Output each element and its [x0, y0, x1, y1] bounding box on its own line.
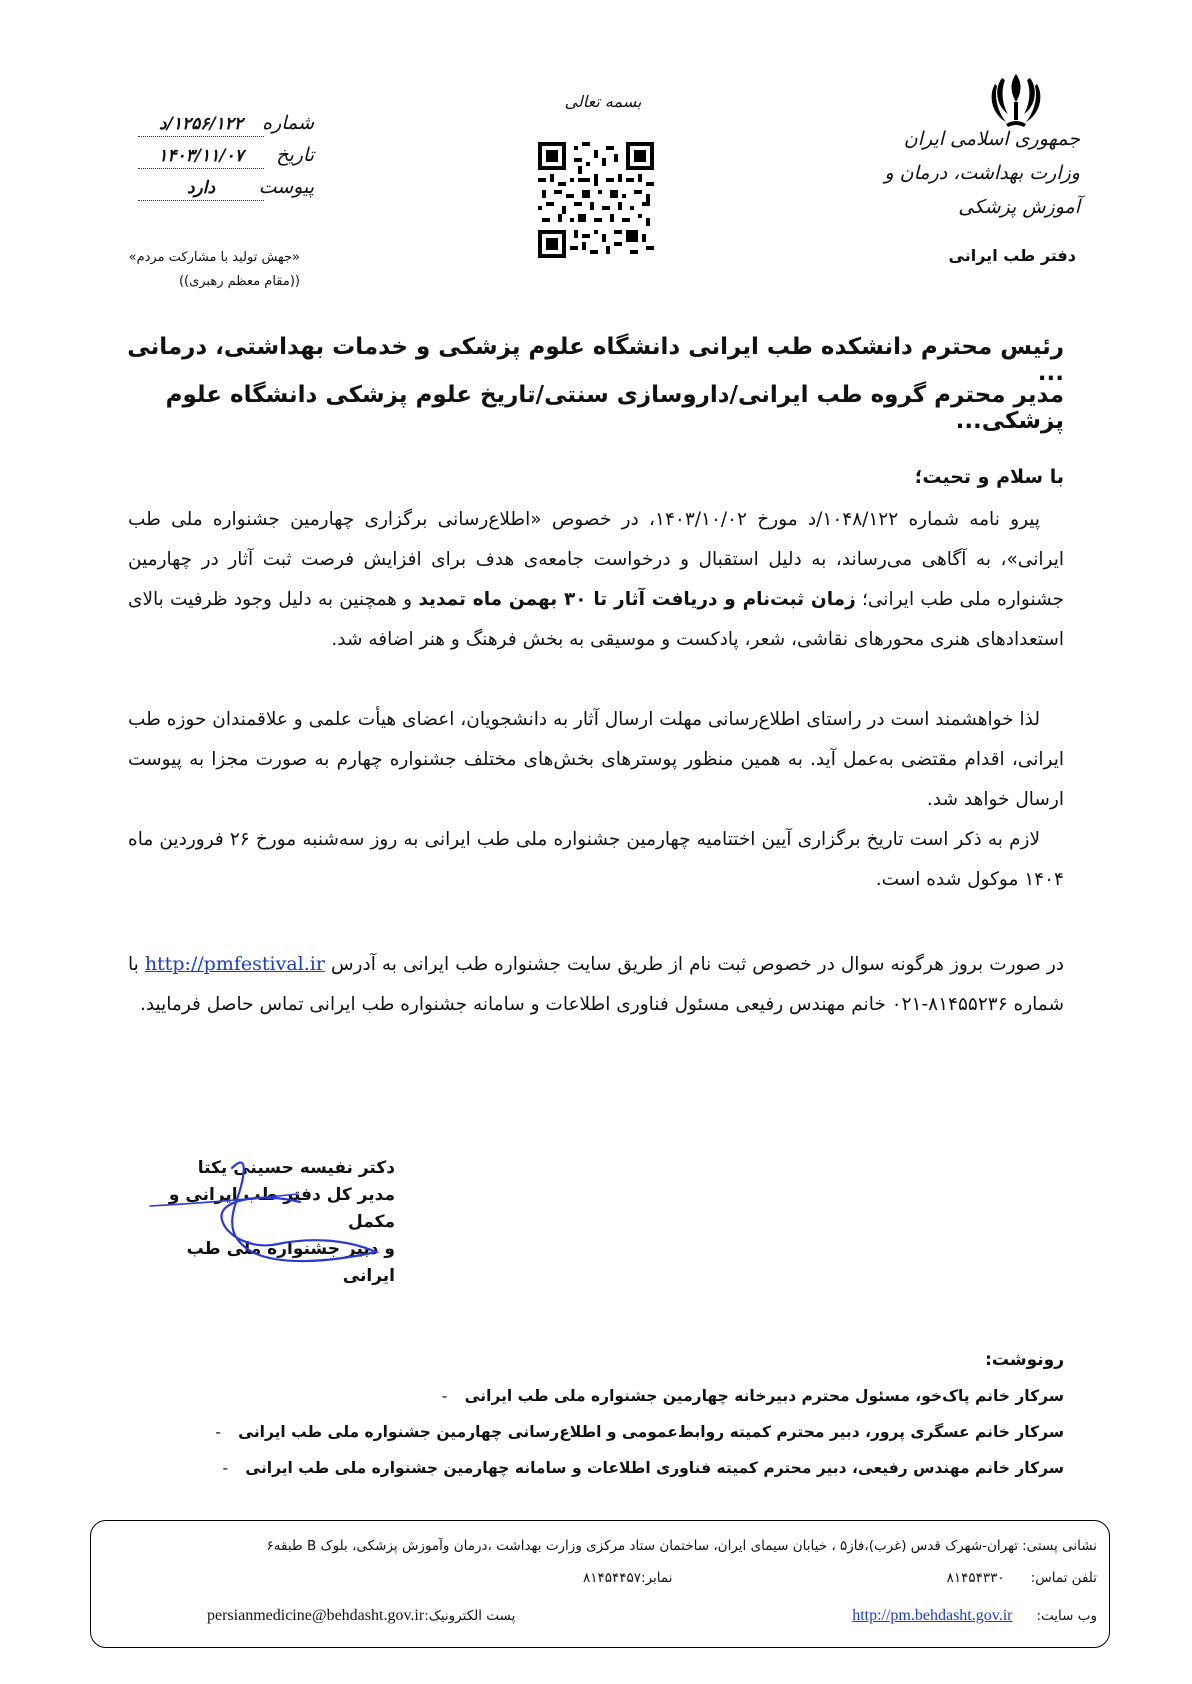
slogan: [80, 246, 300, 294]
email-label: پست الکترونیک:: [424, 1608, 516, 1624]
qr-code-icon: [538, 142, 654, 258]
email-group: [195, 1607, 515, 1625]
web-label: وب سایت:: [1036, 1608, 1097, 1624]
email-address[interactable]: persianmedicine@behdasht.gov.ir: [207, 1607, 425, 1624]
handwritten-signature: [140, 1140, 410, 1270]
slogan-line1: «جهش تولید با مشارکت مردم»: [128, 250, 300, 265]
cc-item: [124, 1414, 1064, 1450]
cc-item: [124, 1378, 1064, 1414]
date-value: ۱۴۰۳/۱۱/۰۷: [138, 146, 264, 169]
paragraph-1-text-a: پیرو نامه شماره ۱۰۴۸/۱۲۲/د مورخ ۱۴۰۳/۱۰/۰۲، در خصوص «اطلاع‌رسانی برگزاری چهارمین جشنواره ملی طب ایرانی»، به آگاهی می‌رساند، به دلیل استقبال و درخواست جامعه‌ی هدف برای افزایش فرصت ثبت آثار در چهارمین جشنواره ملی طب ایرانی؛: [128, 509, 1065, 610]
number-label: شماره: [262, 112, 314, 134]
cc-list: [124, 1378, 1064, 1486]
cc-item: [124, 1450, 1064, 1486]
date-label: تاریخ: [276, 144, 314, 166]
paragraph-4-text-a: در صورت بروز هرگونه سوال در خصوص ثبت نام از طریق سایت جشنواره طب ایرانی به آدرس: [324, 954, 1064, 975]
cc-title: رونوشت:: [985, 1350, 1064, 1370]
letter-meta: [138, 112, 314, 208]
attachment-value: دارد: [138, 178, 264, 201]
signer-title2: و دبیر جشنواره ملی طب ایرانی: [186, 1239, 395, 1286]
attachment-label: پیوست: [258, 176, 314, 198]
fax-number: ۸۱۴۵۴۴۵۷: [583, 1570, 642, 1586]
paragraph-3: لازم به ذکر است تاریخ برگزاری آیین اختتامیه چهارمین جشنواره ملی طب ایرانی به روز سه‌شنبه مورخ ۲۶ فروردین ماه ۱۴۰۴ موکول شده است.: [128, 829, 1064, 890]
address-text: تهران-شهرک قدس (غرب)،فاز۵ ، خیابان سیمای ایران، ساختمان ستاد مرکزی وزارت بهداشت ،درمان وآموزش پزشکی، بلوک B طبقه۶: [266, 1538, 1019, 1554]
paragraph-1-emphasis: زمان ثبت‌نام و دریافت آثار تا ۳۰ بهمن ماه تمدید: [418, 589, 856, 610]
ministry-line2: وزارت بهداشت، درمان و آموزش پزشکی: [884, 162, 1080, 218]
attachment-row: [138, 176, 314, 208]
signer-title1: مدیر کل دفتر طب ایرانی و مکمل: [168, 1185, 395, 1232]
cc-item-text: سرکار خانم پاک‌خو، مسئول محترم دبیرخانه چهارمین جشنواره ملی طب ایرانی: [464, 1387, 1064, 1405]
number-value: ۱۲۵۶/۱۲۲/د: [138, 114, 264, 137]
footer-contact-box: [90, 1520, 1110, 1648]
paragraph-2: لذا خواهشمند است در راستای اطلاع‌رسانی مهلت ارسال آثار به دانشجویان، اعضای هیأت علمی و علاقمندان حوزه طب ایرانی، اقدام مقتضی به‌عمل آید. به همین منظور پوسترهای بخش‌های مختلف جشنواره چهارم به صورت مجزا به پیوست ارسال خواهد شد.: [128, 709, 1064, 810]
ministry-line1: جمهوری اسلامی ایران: [903, 128, 1080, 150]
office-name: دفتر طب ایرانی: [948, 246, 1076, 265]
cc-dash: -: [222, 1459, 229, 1477]
address-label: نشانی پستی:: [1022, 1538, 1097, 1554]
paragraph-4: [128, 944, 1064, 1025]
website-link[interactable]: http://pm.behdasht.gov.ir: [852, 1607, 1013, 1624]
footer-address-line: [103, 1533, 1097, 1559]
cc-dash: -: [215, 1423, 221, 1441]
bismillah: بسمه تعالی: [564, 92, 642, 111]
paragraph-4-text-b: با شماره ۸۱۴۵۵۲۳۶-۰۲۱ خانم مهندس رفیعی مسئول فناوری اطلاعات و سامانه جشنواره طب ایرانی تماس حاصل فرمایید.: [128, 954, 1064, 1015]
ministry-heading: [870, 122, 1080, 224]
paragraph-1-text-b: و همچنین به دلیل وجود ظرفیت بالای استعدادهای هنری محورهای نقاشی، شعر، پادکست و موسیقی به بخش فرهنگ و هنر اضافه شد.: [128, 589, 1064, 650]
greeting: با سلام و تحیت؛: [914, 466, 1064, 488]
cc-dash: -: [441, 1387, 448, 1405]
recipient-line2: مدیر محترم گروه طب ایرانی/داروسازی سنتی/تاریخ علوم پزشکی دانشگاه علوم پزشکی...: [165, 382, 1064, 434]
phone-label: تلفن تماس:: [1030, 1570, 1097, 1586]
fax-label: نمابر:: [641, 1570, 673, 1586]
footer-phone-line: [103, 1565, 1097, 1591]
cc-item-text: سرکار خانم عسگری پرور، دبیر محترم کمیته روابط‌عمومی و اطلاع‌رسانی چهارمین جشنواره ملی طب ایرانی: [238, 1423, 1064, 1441]
signer-name: دکتر نفیسه حسینی یکتا: [197, 1158, 395, 1178]
recipient-line1: رئیس محترم دانشکده طب ایرانی دانشگاه علوم پزشکی و خدمات بهداشتی، درمانی ...: [127, 334, 1064, 386]
iran-emblem-icon: [986, 68, 1046, 130]
cc-item-text: سرکار خانم مهندس رفیعی، دبیر محترم کمیته فناوری اطلاعات و سامانه چهارمین جشنواره ملی طب ایرانی: [245, 1459, 1064, 1477]
fax-group: [583, 1570, 672, 1586]
date-row: [138, 144, 314, 176]
slogan-line2: ((مقام معظم رهبری)): [178, 274, 300, 289]
footer-web-line: [103, 1603, 1097, 1629]
paragraph-1: [128, 500, 1064, 660]
number-row: [138, 112, 314, 144]
phone-number: ۸۱۴۵۴۳۳۰: [946, 1570, 1005, 1586]
festival-website-link[interactable]: http://pmfestival.ir: [144, 953, 325, 975]
